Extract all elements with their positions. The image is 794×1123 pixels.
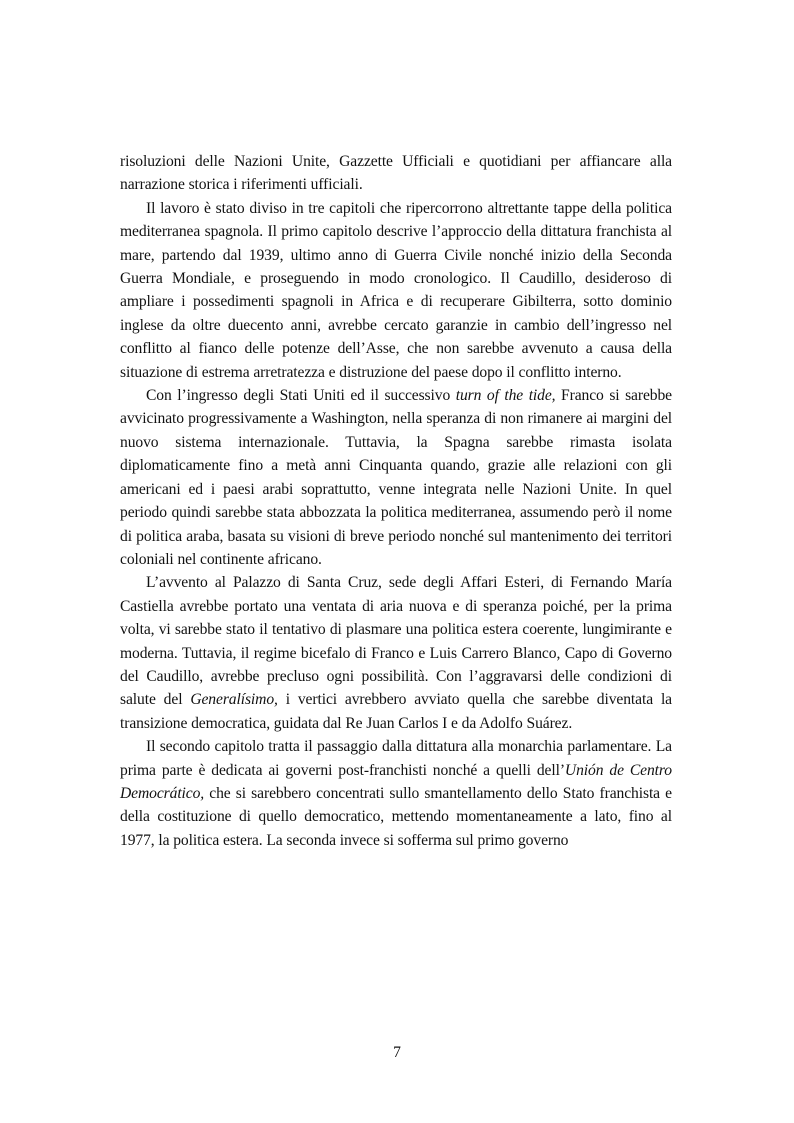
text-run: Il lavoro è stato diviso in tre capitoli che ripercorrono altrettante tappe della politica mediterranea spagnola. Il primo capitolo descrive l’approccio della dittatura franchista al mare, partendo dal 1939, ultimo anno di Guerra Civile nonché inizio della Seconda Guerra Mondiale, e proseguendo in modo cronologico. Il Caudillo, desideroso di ampliare i possedimenti spagnoli in Africa e di recuperare Gibilterra, sotto dominio inglese da oltre duecento anni, avrebbe cercato garanzie in cambio dell’ingresso nel conflitto al fianco delle potenze dell’Asse, che non sarebbe avvenuto a causa della situazione di estrema arretratezza e distruzione del paese dopo il conflitto interno. (120, 199, 672, 381)
text-run: Franco si sarebbe avvicinato progressivamente a Washington, nella speranza di non rimanere ai margini del nuovo sistema internazionale. Tuttavia, la Spagna sarebbe rimasta isolata diplomaticamente fino a metà anni Cinquanta quando, grazie alle relazioni con gli americani ed i paesi arabi soprattutto, venne integrata nelle Nazioni Unite. In quel periodo quindi sarebbe stata abbozzata la politica mediterranea, assumendo però il nome di politica araba, basata su visioni di breve periodo nonché sul mantenimento dei territori coloniali nel continente africano. (120, 387, 673, 568)
paragraph (120, 197, 672, 384)
italic-text: Generalísimo, (190, 691, 278, 709)
text-run: Con l’ingresso degli Stati Uniti ed il successivo (146, 387, 456, 405)
text-run: L’avvento al Palazzo di Santa Cruz, sede degli Affari Esteri, di Fernando María Castiella avrebbe portato una ventata di aria nuova e di speranza poiché, per la prima volta, vi sarebbe stato il tentativo di plasmare una politica estera coerente, lungimirante e moderna. Tuttavia, il regime bicefalo di Franco e Luis Carrero Blanco, Capo di Governo del Caudillo, avrebbe precluso ogni possibilità. Con l’aggravarsi delle condizioni di salute del (120, 574, 672, 709)
paragraph (120, 735, 672, 852)
italic-text: Unión de Centro Democrático, (120, 761, 672, 802)
text-run: Il secondo capitolo tratta il passaggio dalla dittatura alla monarchia parlamentare. La prima parte è dedicata ai governi post-franchisti nonché a quelli dell’ (120, 738, 672, 779)
text-run: risoluzioni delle Nazioni Unite, Gazzette Ufficiali e quotidiani per affiancare alla narrazione storica i riferimenti ufficiali. (120, 153, 672, 194)
italic-text: turn of the tide, (455, 387, 556, 405)
body-text (120, 150, 672, 852)
paragraph (120, 150, 672, 197)
text-run: i vertici avrebbero avviato quella che sarebbe diventata la transizione democratica, guidata dal Re Juan Carlos I e da Adolfo Suárez. (120, 691, 672, 732)
text-run: che si sarebbero concentrati sullo smantellamento dello Stato franchista e della costituzione di quello democratico, mettendo momentaneamente a lato, fino al 1977, la politica estera. La seconda invece si sofferma sul primo governo (120, 784, 672, 849)
page-number: 7 (393, 1044, 401, 1061)
paragraph (120, 384, 672, 571)
paragraph (120, 571, 672, 735)
